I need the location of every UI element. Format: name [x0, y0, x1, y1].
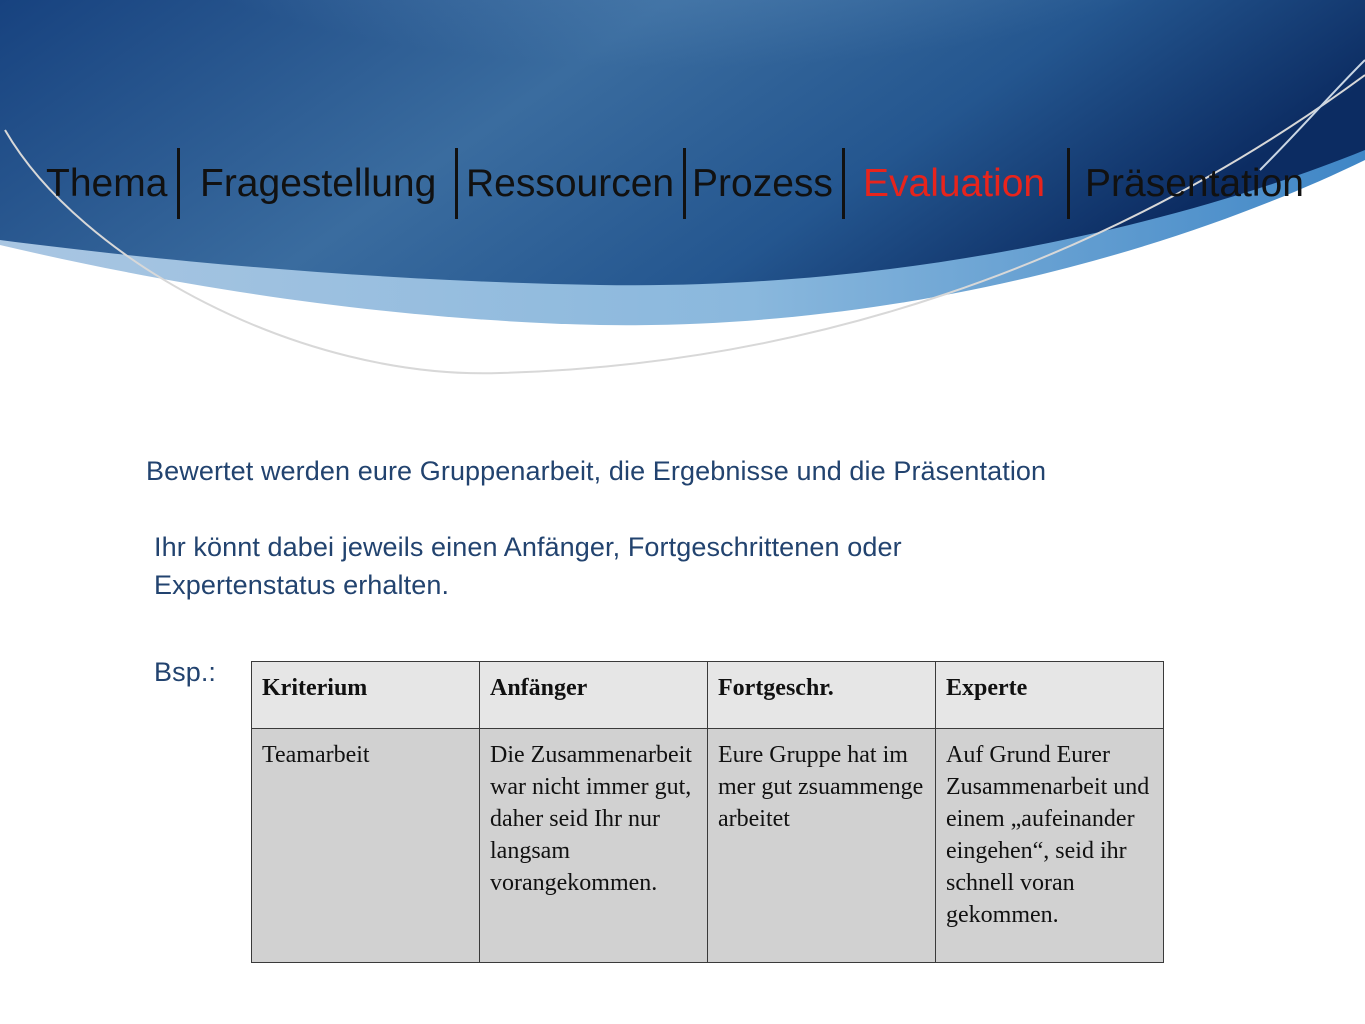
- status-text-line-1: Ihr könnt dabei jeweils einen Anfänger, Fortgeschrittenen oder: [154, 532, 902, 562]
- status-text-line-2: Expertenstatus erhalten.: [154, 570, 450, 600]
- cell-kriterium-teamarbeit: Teamarbeit: [252, 729, 480, 963]
- intro-text: Bewertet werden eure Gruppenarbeit, die Ergebnisse und die Präsentation: [146, 456, 1047, 486]
- table-header-row: [252, 662, 1164, 729]
- column-header-anfaenger: Anfänger: [480, 662, 708, 729]
- nav-divider: [455, 148, 458, 219]
- nav-item-prozess[interactable]: Prozess: [692, 162, 833, 205]
- nav-divider: [683, 148, 686, 219]
- cell-experte: Auf Grund Eurer Zusammenarbeit und einem „aufeinander eingehen“, seid ihr schnell voran gekommen.: [936, 729, 1164, 963]
- nav-item-fragestellung[interactable]: Fragestellung: [200, 162, 437, 205]
- nav-divider: [177, 148, 180, 219]
- evaluation-rubric-table: [251, 661, 1164, 963]
- nav-item-ressourcen[interactable]: Ressourcen: [466, 162, 675, 205]
- nav-item-thema[interactable]: Thema: [46, 162, 168, 205]
- example-label: Bsp.:: [154, 657, 217, 687]
- nav-item-evaluation[interactable]: Evaluation: [863, 162, 1046, 205]
- column-header-kriterium: Kriterium: [252, 662, 480, 729]
- table-row: [252, 729, 1164, 963]
- column-header-experte: Experte: [936, 662, 1164, 729]
- nav-item-praesentation[interactable]: Präsentation: [1085, 162, 1304, 205]
- nav-divider: [1067, 148, 1070, 219]
- topic-navigation: [0, 148, 1365, 220]
- cell-anfaenger: Die Zusammenarbeit war nicht immer gut, daher seid Ihr nur langsam vorangekommen.: [480, 729, 708, 963]
- cell-fortgeschr: Eure Gruppe hat immer gut zsuammengearbeitet: [708, 729, 936, 963]
- column-header-fortgeschr: Fortgeschr.: [708, 662, 936, 729]
- nav-divider: [842, 148, 845, 219]
